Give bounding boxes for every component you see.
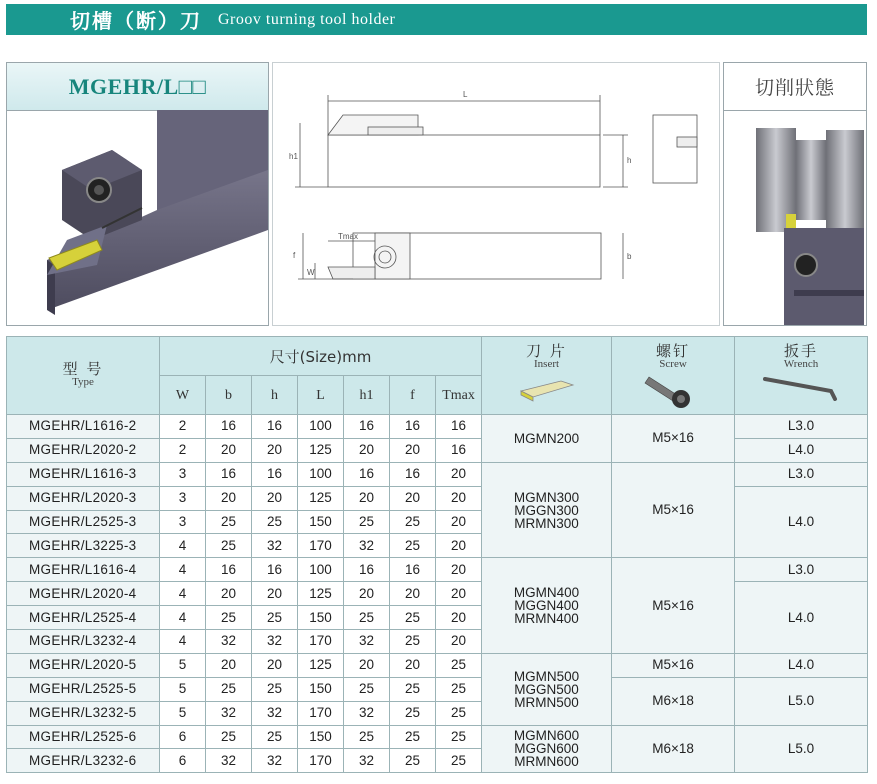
cell-wrench: L3.0 <box>735 462 868 486</box>
insert-code: MRMN400 <box>514 611 579 627</box>
header-col-f <box>390 376 436 415</box>
cell-type: MGEHR/L1616-4 <box>7 558 160 582</box>
cell-dim: 100 <box>298 415 344 439</box>
cell-dim: 3 <box>160 510 206 534</box>
cell-dim: 3 <box>160 486 206 510</box>
cell-dim: 20 <box>436 486 482 510</box>
insert-code: MRMN500 <box>514 694 579 710</box>
cell-dim: 5 <box>160 677 206 701</box>
cell-dim: 100 <box>298 558 344 582</box>
cell-dim: 25 <box>390 701 436 725</box>
cell-dim: 150 <box>298 510 344 534</box>
cell-dim: 32 <box>344 630 390 654</box>
cell-type: MGEHR/L2525-3 <box>7 510 160 534</box>
cell-dim: 16 <box>390 558 436 582</box>
insert-code: MGGN600 <box>514 741 579 757</box>
header-col-f-text: f <box>410 388 415 403</box>
insert-code: MGGN300 <box>514 502 579 518</box>
header-size-text: 尺寸(Size)mm <box>269 347 372 366</box>
screw-icon <box>643 373 703 409</box>
cell-type: MGEHR/L2020-3 <box>7 486 160 510</box>
header-insert <box>482 337 612 415</box>
cell-dim: 100 <box>298 462 344 486</box>
cell-dim: 32 <box>206 749 252 773</box>
cell-dim: 150 <box>298 606 344 630</box>
header-col-tmax <box>436 376 482 415</box>
header-wrench <box>735 337 868 415</box>
table-row <box>7 677 868 701</box>
cell-dim: 20 <box>344 653 390 677</box>
cell-dim: 125 <box>298 582 344 606</box>
cell-wrench: L4.0 <box>735 486 868 558</box>
cell-dim: 5 <box>160 653 206 677</box>
cell-type: MGEHR/L3225-3 <box>7 534 160 558</box>
cell-screw: M5×16 <box>612 462 735 558</box>
cell-type: MGEHR/L1616-3 <box>7 462 160 486</box>
cell-dim: 25 <box>390 534 436 558</box>
cell-screw: M5×16 <box>612 415 735 463</box>
cell-dim: 2 <box>160 415 206 439</box>
cell-dim: 2 <box>160 438 206 462</box>
cell-dim: 32 <box>344 534 390 558</box>
cell-dim: 32 <box>206 701 252 725</box>
cell-dim: 32 <box>206 630 252 654</box>
cell-dim: 25 <box>390 510 436 534</box>
cell-dim: 5 <box>160 701 206 725</box>
cell-dim: 20 <box>206 653 252 677</box>
cell-insert <box>482 653 612 725</box>
cell-insert <box>482 415 612 463</box>
cell-dim: 20 <box>436 510 482 534</box>
dimension-drawing <box>273 63 719 325</box>
cell-type: MGEHR/L3232-5 <box>7 701 160 725</box>
cutting-state-panel <box>723 62 867 326</box>
dim-label-f: f <box>293 251 296 260</box>
cell-dim: 4 <box>160 582 206 606</box>
insert-code: MRMN600 <box>514 754 579 770</box>
header-col-h <box>252 376 298 415</box>
section-title-zh: 切槽（断）刀 <box>70 9 202 33</box>
cell-dim: 25 <box>436 749 482 773</box>
cell-dim: 32 <box>252 534 298 558</box>
cell-dim: 20 <box>436 462 482 486</box>
cell-dim: 20 <box>390 438 436 462</box>
header-col-h1 <box>344 376 390 415</box>
cell-dim: 20 <box>390 653 436 677</box>
cell-dim: 20 <box>344 486 390 510</box>
cell-wrench: L4.0 <box>735 582 868 654</box>
cell-dim: 16 <box>436 438 482 462</box>
cell-wrench: L5.0 <box>735 677 868 725</box>
header-col-w-text: W <box>175 388 190 403</box>
header-col-b-text: b <box>225 388 232 403</box>
table-row <box>7 725 868 749</box>
header-col-tmax-text: Tmax <box>442 388 475 403</box>
dim-label-tmax: Tmax <box>338 232 358 241</box>
cell-dim: 150 <box>298 725 344 749</box>
table-row <box>7 462 868 486</box>
insert-code: MGMN200 <box>513 430 580 446</box>
cell-dim: 20 <box>390 582 436 606</box>
header-wrench-zh: 扳手 <box>784 342 819 360</box>
cell-dim: 150 <box>298 677 344 701</box>
header-insert-zh: 刀 片 <box>526 342 567 360</box>
insert-code: MGGN400 <box>514 598 579 614</box>
cell-type: MGEHR/L2020-4 <box>7 582 160 606</box>
cell-dim: 25 <box>344 677 390 701</box>
cell-dim: 20 <box>206 582 252 606</box>
header-type-zh: 型 号 <box>62 359 104 378</box>
header-insert-en: Insert <box>534 358 560 370</box>
cell-type: MGEHR/L2020-5 <box>7 653 160 677</box>
spec-table <box>6 336 868 773</box>
cell-dim: 20 <box>390 486 436 510</box>
header-type-en: Type <box>72 375 94 388</box>
cell-dim: 25 <box>344 606 390 630</box>
cell-dim: 20 <box>206 486 252 510</box>
dim-label-L: L <box>463 90 468 99</box>
cell-screw: M5×16 <box>612 653 735 677</box>
cell-dim: 20 <box>436 558 482 582</box>
insert-code: MGMN300 <box>513 489 580 505</box>
cell-dim: 4 <box>160 606 206 630</box>
cell-dim: 25 <box>390 606 436 630</box>
cell-dim: 20 <box>344 582 390 606</box>
header-wrench-en: Wrench <box>783 358 819 370</box>
header-col-b <box>206 376 252 415</box>
cell-dim: 4 <box>160 630 206 654</box>
cell-dim: 32 <box>344 749 390 773</box>
table-row <box>7 558 868 582</box>
cell-dim: 25 <box>206 677 252 701</box>
cell-dim: 25 <box>344 510 390 534</box>
header-size <box>160 337 482 376</box>
cell-dim: 32 <box>252 749 298 773</box>
tool-holder-render-panel <box>6 62 269 326</box>
model-label: MGEHR/L□□ <box>68 73 207 99</box>
cell-dim: 25 <box>206 510 252 534</box>
insert-code: MGGN500 <box>514 681 579 697</box>
state-label: 切削狀態 <box>754 77 835 99</box>
cutting-state-image <box>724 110 866 326</box>
cell-dim: 6 <box>160 749 206 773</box>
cell-dim: 25 <box>390 725 436 749</box>
tool-holder-render <box>7 110 268 326</box>
cell-dim: 6 <box>160 725 206 749</box>
cell-wrench: L4.0 <box>735 653 868 677</box>
cell-dim: 16 <box>206 462 252 486</box>
cell-dim: 25 <box>390 677 436 701</box>
cell-dim: 25 <box>252 725 298 749</box>
spec-table-body <box>7 415 868 773</box>
cell-dim: 25 <box>344 725 390 749</box>
header-screw-zh: 螺钉 <box>656 342 691 360</box>
dim-label-w: W <box>307 268 315 277</box>
table-row <box>7 438 868 462</box>
cell-dim: 25 <box>390 630 436 654</box>
cell-dim: 170 <box>298 701 344 725</box>
dimension-drawing-panel <box>272 62 720 326</box>
cell-dim: 25 <box>436 653 482 677</box>
cell-dim: 32 <box>344 701 390 725</box>
header-col-w <box>160 376 206 415</box>
cell-insert <box>482 725 612 773</box>
cell-dim: 25 <box>252 510 298 534</box>
cell-dim: 16 <box>252 415 298 439</box>
cell-dim: 16 <box>252 558 298 582</box>
cell-dim: 25 <box>206 606 252 630</box>
model-label-box <box>7 63 268 111</box>
cell-dim: 20 <box>252 438 298 462</box>
cell-type: MGEHR/L1616-2 <box>7 415 160 439</box>
header-col-h1-text: h1 <box>359 388 374 403</box>
cell-insert <box>482 558 612 654</box>
header-col-l-text: L <box>316 388 325 403</box>
cell-insert <box>482 462 612 558</box>
cell-dim: 16 <box>436 415 482 439</box>
cell-dim: 16 <box>252 462 298 486</box>
cell-dim: 170 <box>298 630 344 654</box>
table-row <box>7 415 868 439</box>
cell-type: MGEHR/L2525-5 <box>7 677 160 701</box>
cell-dim: 16 <box>206 558 252 582</box>
cell-dim: 4 <box>160 534 206 558</box>
cell-dim: 16 <box>344 415 390 439</box>
dim-label-h: h <box>627 156 632 165</box>
cell-dim: 32 <box>252 630 298 654</box>
cell-wrench: L4.0 <box>735 438 868 462</box>
cell-dim: 25 <box>436 725 482 749</box>
insert-code: MGMN400 <box>513 585 580 601</box>
header-type <box>7 337 160 415</box>
cell-wrench: L3.0 <box>735 558 868 582</box>
insert-code: MRMN300 <box>514 515 579 531</box>
cell-dim: 16 <box>390 462 436 486</box>
cell-dim: 125 <box>298 653 344 677</box>
section-title-en: Groov turning tool holder <box>218 10 396 28</box>
cell-type: MGEHR/L2020-2 <box>7 438 160 462</box>
cell-type: MGEHR/L3232-4 <box>7 630 160 654</box>
cell-wrench: L5.0 <box>735 725 868 773</box>
cell-dim: 32 <box>252 701 298 725</box>
cell-screw: M6×18 <box>612 677 735 725</box>
cell-type: MGEHR/L2525-6 <box>7 725 160 749</box>
insert-code: MGMN500 <box>513 668 580 684</box>
header-col-h-text: h <box>271 388 278 403</box>
dim-label-h1: h1 <box>289 152 298 161</box>
cell-dim: 20 <box>252 486 298 510</box>
cell-dim: 25 <box>252 606 298 630</box>
cell-dim: 125 <box>298 486 344 510</box>
table-row <box>7 653 868 677</box>
cell-dim: 16 <box>206 415 252 439</box>
cell-type: MGEHR/L2525-4 <box>7 606 160 630</box>
header-col-l <box>298 376 344 415</box>
dim-label-b: b <box>627 252 632 261</box>
state-label-box <box>724 63 866 111</box>
cell-dim: 16 <box>344 558 390 582</box>
cell-dim: 20 <box>344 438 390 462</box>
cell-dim: 20 <box>252 582 298 606</box>
table-row <box>7 582 868 606</box>
cell-dim: 170 <box>298 534 344 558</box>
wrench-icon <box>761 375 841 401</box>
header-screw <box>612 337 735 415</box>
cell-dim: 20 <box>436 582 482 606</box>
table-row <box>7 486 868 510</box>
header-screw-en: Screw <box>659 358 687 370</box>
cell-dim: 125 <box>298 438 344 462</box>
cell-wrench: L3.0 <box>735 415 868 439</box>
cell-dim: 25 <box>206 534 252 558</box>
cell-dim: 20 <box>436 630 482 654</box>
insert-code: MGMN600 <box>513 728 580 744</box>
section-header <box>6 4 867 35</box>
cell-dim: 20 <box>436 606 482 630</box>
cell-screw: M5×16 <box>612 558 735 654</box>
cell-type: MGEHR/L3232-6 <box>7 749 160 773</box>
cell-screw: M6×18 <box>612 725 735 773</box>
cell-dim: 25 <box>390 749 436 773</box>
cell-dim: 25 <box>206 725 252 749</box>
cell-dim: 3 <box>160 462 206 486</box>
cell-dim: 25 <box>252 677 298 701</box>
cell-dim: 4 <box>160 558 206 582</box>
cell-dim: 25 <box>436 677 482 701</box>
cell-dim: 170 <box>298 749 344 773</box>
insert-icon <box>517 377 577 403</box>
cell-dim: 16 <box>390 415 436 439</box>
cell-dim: 16 <box>344 462 390 486</box>
cell-dim: 25 <box>436 701 482 725</box>
cell-dim: 20 <box>206 438 252 462</box>
cell-dim: 20 <box>436 534 482 558</box>
cell-dim: 20 <box>252 653 298 677</box>
